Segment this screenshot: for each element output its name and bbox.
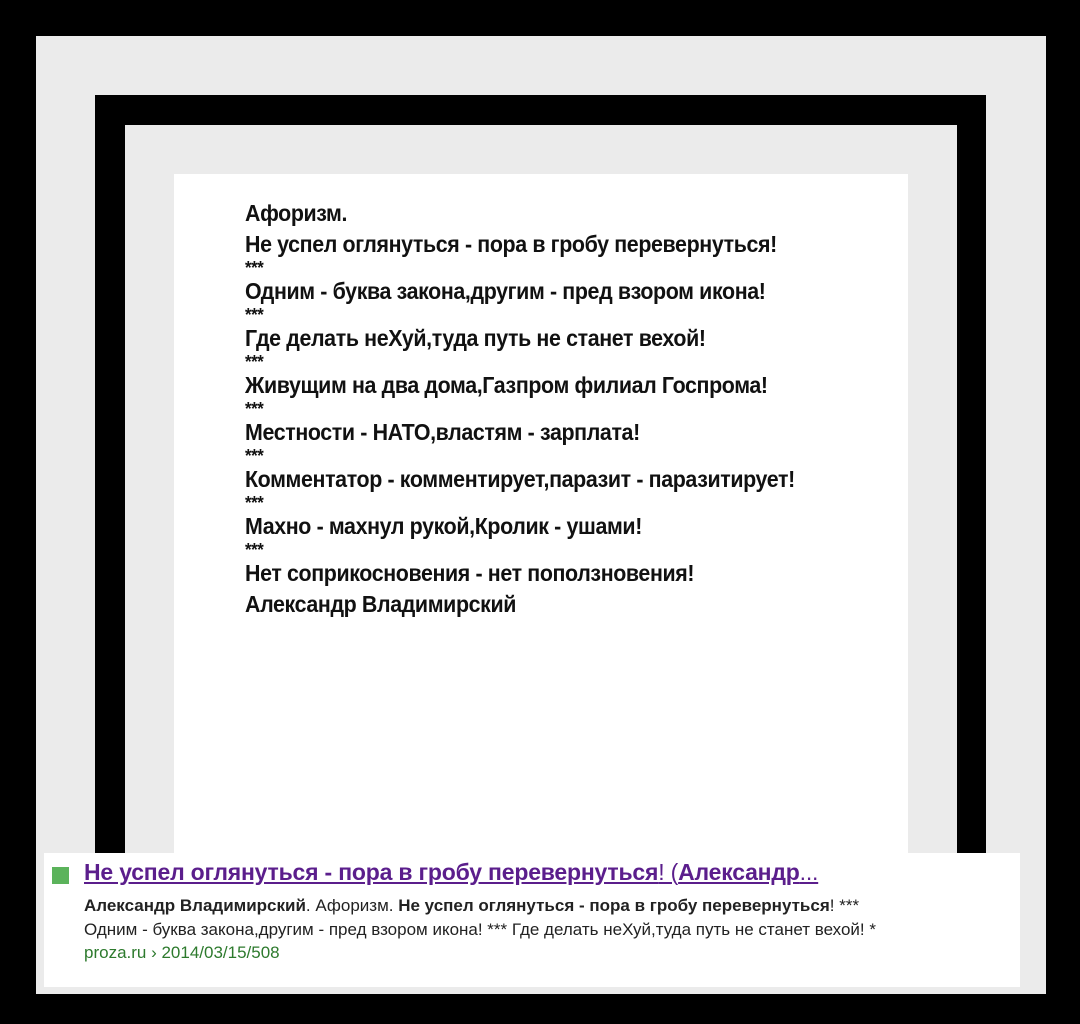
search-result-snippet <box>44 853 1020 987</box>
poem-separator: *** <box>245 493 264 513</box>
poem-title: Афоризм. <box>245 200 348 226</box>
poem-separator: *** <box>245 352 264 372</box>
title-bold-part-2: Александр <box>678 859 800 885</box>
description-line-2: Одним - буква закона,другим - пред взором икона! *** Где делать неХуй,туда путь не станет вехой! * <box>84 920 876 939</box>
site-favicon-icon <box>52 867 69 884</box>
poem-separator: *** <box>245 305 264 325</box>
title-bold-part: Не успел оглянуться - пора в гробу перевернуться <box>84 859 659 885</box>
poem-separator: *** <box>245 446 264 466</box>
poem-line: Нет соприкосновения - нет поползновения! <box>245 560 695 586</box>
poem-text <box>245 198 840 620</box>
poem-line: Живущим на два дома,Газпром филиал Госпрома! <box>245 372 768 398</box>
search-result-description <box>84 894 876 942</box>
description-line-1 <box>84 894 876 918</box>
poem-separator: *** <box>245 540 264 560</box>
desc-author: Александр Владимирский <box>84 896 306 915</box>
title-plain-part: ! ( <box>658 859 679 885</box>
poem-line: Местности - НАТО,властям - зарплата! <box>245 419 640 445</box>
poem-author: Александр Владимирский <box>245 591 517 617</box>
poem-line: Комментатор - комментирует,паразит - паразитирует! <box>245 466 795 492</box>
desc-plain-2: ! *** <box>829 896 860 915</box>
title-ellipsis: ... <box>799 859 819 885</box>
poem-separator: *** <box>245 258 264 278</box>
poem-line: Одним - буква закона,другим - пред взором икона! <box>245 278 766 304</box>
desc-highlight: Не успел оглянуться - пора в гробу перевернуться <box>398 896 830 915</box>
poem-line: Махно - махнул рукой,Кролик - ушами! <box>245 513 642 539</box>
search-result-url[interactable]: proza.ru › 2014/03/15/508 <box>84 943 280 962</box>
desc-plain: . Афоризм. <box>305 896 399 915</box>
search-result-title-link[interactable] <box>84 859 818 886</box>
poem-line: Не успел оглянуться - пора в гробу перевернуться! <box>245 231 777 257</box>
poem-separator: *** <box>245 399 264 419</box>
poem-line: Где делать неХуй,туда путь не станет вехой! <box>245 325 706 351</box>
